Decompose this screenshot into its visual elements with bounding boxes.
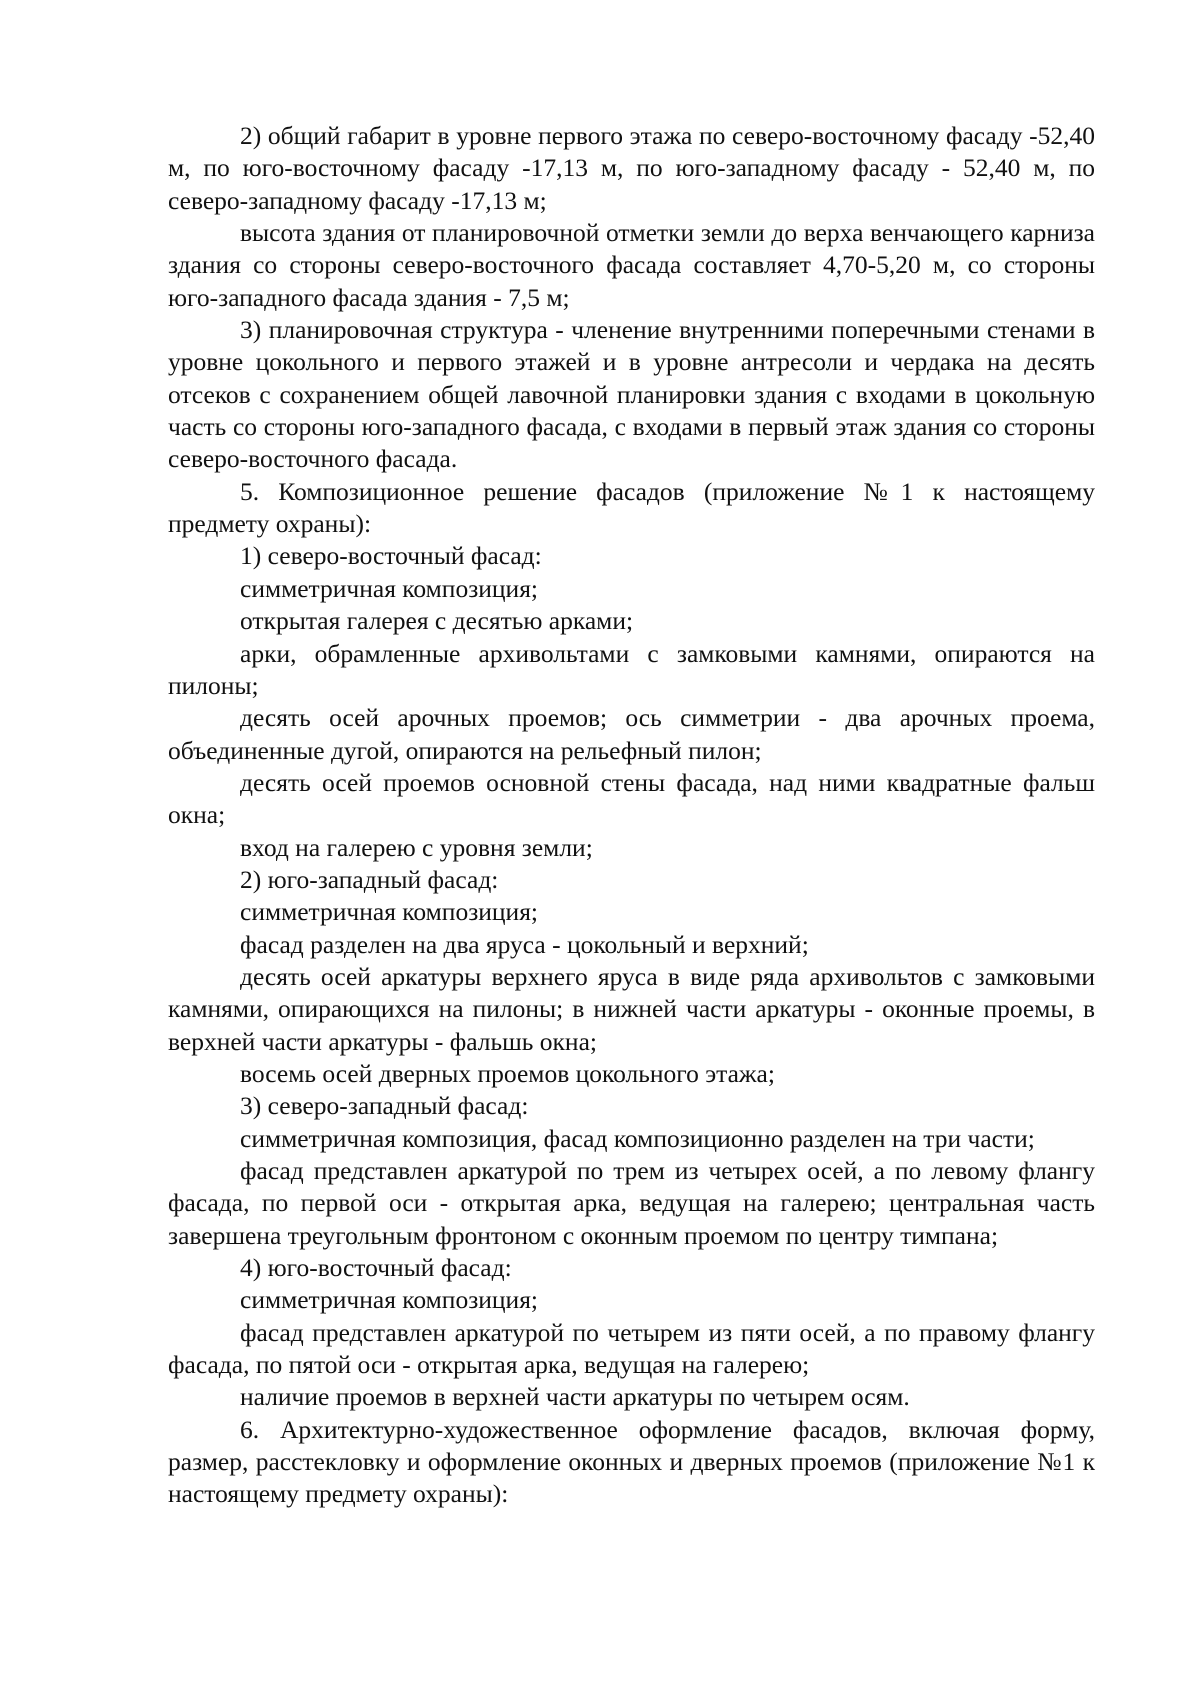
paragraph-open-gallery: открытая галерея с десятью арками; (240, 606, 634, 636)
paragraph-southwest-facade-heading: 2) юго-западный фасад: (240, 864, 499, 894)
paragraph-symmetric-composition: симметричная композиция; (240, 573, 539, 603)
paragraph-door-openings: восемь осей дверных проемов цокольного этажа; (240, 1058, 775, 1088)
paragraph-arch-axes: десять осей арочных проемов; ось симметрии - два арочных проема, объединенные дугой, опираются на рельефный пилон; (168, 703, 1095, 765)
paragraph-building-height: высота здания от планировочной отметки земли до верха венчающего карниза здания со стороны северо-восточного фасада составляет 4,70-5,20 м, со стороны юго-западного фасада здания - 7,5 м; (168, 218, 1095, 312)
paragraph-wall-openings: десять осей проемов основной стены фасада, над ними квадратные фальш окна; (168, 767, 1095, 830)
paragraph-section-5-heading: 5. Композиционное решение фасадов (приложение №1 к настоящему предмету охраны): (168, 476, 1095, 539)
paragraph-arches: арки, обрамленные архивольтами с замковыми камнями, опираются на пилоны; (168, 638, 1095, 700)
paragraph-three-parts: симметричная композиция, фасад композиционно разделен на три части; (240, 1123, 1035, 1153)
paragraph-symmetric-composition: симметричная композиция; (240, 897, 539, 927)
paragraph-symmetric-composition: симметричная композиция; (240, 1285, 539, 1315)
paragraph-southeast-facade-heading: 4) юго-восточный фасад: (240, 1253, 512, 1283)
paragraph-upper-openings: наличие проемов в верхней части аркатуры по четырем осям. (240, 1382, 910, 1412)
paragraph-section-6-heading: 6. Архитектурно-художественное оформление фасадов, включая форму, размер, расстекловку и оформление оконных и дверных проемов (приложение №1 к настоящему предмету охраны): (168, 1414, 1095, 1509)
paragraph-northwest-facade-heading: 3) северо-западный фасад: (240, 1091, 529, 1121)
paragraph-southeast-arcature: фасад представлен аркатурой по четырем из пяти осей, а по правому флангу фасада, по пятой оси - открытая арка, ведущая на галерею; (168, 1317, 1095, 1380)
paragraph-gallery-entrance: вход на галерею с уровня земли; (240, 832, 593, 862)
paragraph-arcature-axes: десять осей аркатуры верхнего яруса в виде ряда архивольтов с замковыми камнями, опирающихся на пилоны; в нижней части аркатуры - оконные проемы, в верхней части аркатуры - фальшь окна; (168, 961, 1095, 1056)
paragraph-northwest-arcature: фасад представлен аркатурой по трем из четырех осей, а по левому флангу фасада, по первой оси - открытая арка, ведущая на галерею; центральная часть завершена треугольным фронтоном с оконным проемом по центру тимпана; (168, 1156, 1095, 1250)
paragraph-overall-dimensions: 2) общий габарит в уровне первого этажа по северо-восточному фасаду -52,40 м, по юго-восточному фасаду -17,13 м, по юго-западному фасаду - 52,40 м, по северо-западному фасаду -17,13 м; (168, 121, 1095, 215)
paragraph-two-tiers: фасад разделен на два яруса - цокольный и верхний; (240, 929, 809, 959)
document-body (168, 120, 1095, 1511)
paragraph-northeast-facade-heading: 1) северо-восточный фасад: (240, 541, 542, 571)
paragraph-planning-structure: 3) планировочная структура - членение внутренними поперечными стенами в уровне цокольного и первого этажей и в уровне антресоли и чердака на десять отсеков с сохранением общей лавочной планировки здания с входами в цокольную часть со стороны юго-западного фасада, с входами в первый этаж здания со стороны северо-восточного фасада. (168, 315, 1095, 474)
